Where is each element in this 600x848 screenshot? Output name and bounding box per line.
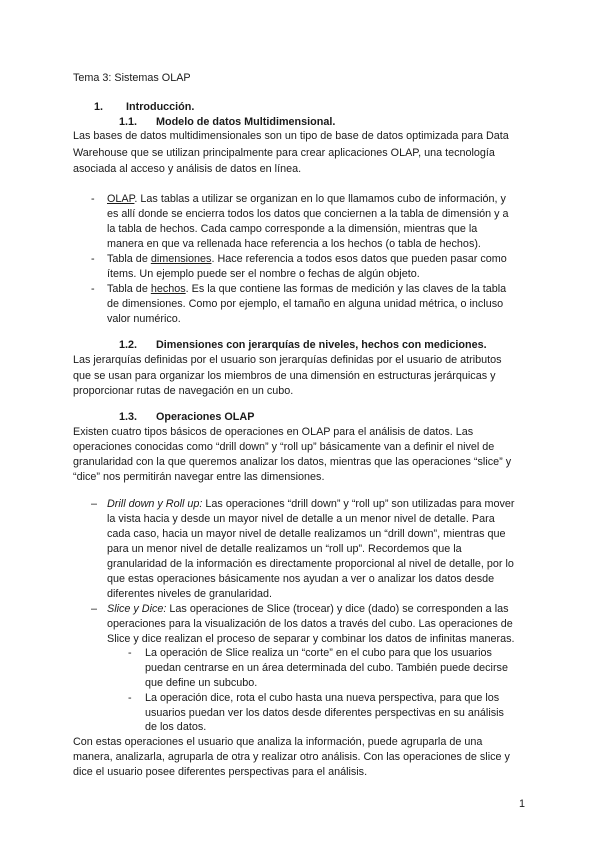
subbullet-line: La operación de Slice realiza un “corte” en el cubo para que los usuarios (145, 647, 492, 659)
bullet-text: Las operaciones “drill down” y “roll up” son utilizadas para mover (202, 498, 515, 510)
paragraph-line: proporcionar rutas de navegación en un cubo. (73, 385, 294, 397)
bullet-line: que estas operaciones básicamente nos ayudan a ver o analizar los datos desde (107, 573, 495, 585)
term-olap: OLAP (107, 193, 135, 205)
bullet-text: . Las tablas a utilizar se organizan en lo que llamamos cubo de información, y (134, 193, 506, 205)
paragraph-line: asociada al acceso y análisis de datos en línea. (73, 163, 302, 175)
term-hechos: hechos (150, 283, 186, 295)
bullet-line: Slice y dice realizan el proceso de separar y combinar los datos de infinitas maneras. (107, 633, 515, 645)
section-1-3-heading: Operaciones OLAP (156, 411, 255, 423)
paragraph-line: “dice” nos permitirán navegar entre las dimensiones. (73, 471, 325, 483)
section-1-3-number: 1.3. (119, 411, 138, 423)
bullet-line: manera en que va rellenada hace referencia a los hechos (o tabla de hechos). (107, 238, 481, 250)
bullet-dash: - (91, 253, 95, 265)
page-number: 1 (519, 798, 526, 810)
bullet-line: para un menor nivel de detalle realizamos un “roll up”. Recordemos que la (107, 543, 462, 555)
bullet-line: la vista hacia y desde un mayor nivel de detalle a un menor nivel de detalle. Para (107, 513, 495, 525)
paragraph-line: granularidad con la que queremos analizar los datos, mientras que las operaciones “slice” y (73, 456, 512, 468)
bullet-dash: - (91, 283, 95, 295)
bullet-prefix: Tabla de (107, 283, 151, 295)
term-drill-down: Drill down y Roll up: (107, 498, 203, 510)
term-slice-dice: Slice y Dice: (107, 603, 167, 615)
bullet-line: diferentes niveles de granularidad. (107, 588, 273, 600)
bullet-line: ítems. Un ejemplo puede ser el nombre o fechas de algún objeto. (107, 268, 420, 280)
section-1-1-number: 1.1. (119, 116, 138, 128)
bullet-text: Las operaciones de Slice (trocear) y dice (dado) se corresponden a las (166, 603, 509, 615)
section-1-2-heading: Dimensiones con jerarquías de niveles, hechos con mediciones. (156, 339, 487, 351)
bullet-line: valor numérico. (107, 313, 181, 325)
bullet-prefix: Tabla de (107, 253, 151, 265)
section-1-number: 1. (94, 101, 104, 113)
document-title: Tema 3: Sistemas OLAP (73, 72, 191, 84)
bullet-line: operaciones para la visualización de los datos a través del cubo. Las operaciones de (107, 618, 513, 630)
subbullet-line: de los datos. (145, 721, 207, 733)
paragraph-line: operaciones conocidas como “drill down” y “roll up” básicamente van a definir el nivel de (73, 441, 495, 453)
section-1-heading: Introducción. (126, 101, 195, 113)
paragraph-line: Con estas operaciones el usuario que analiza la información, puede agruparla de una (73, 736, 483, 748)
term-dimensiones: dimensiones (150, 253, 212, 265)
bullet-line: granularidad de la información es directamente proporcional al nivel de detalle, por lo (107, 558, 514, 570)
subbullet-line: que define un subcubo. (145, 677, 258, 689)
subbullet-line: puedan centrarse en un área determinada del cubo. También puede decirse (145, 662, 508, 674)
section-1-1-heading: Modelo de datos Multidimensional. (156, 116, 336, 128)
bullet-line: es allí donde se encierra todos los datos que conciernen a la tabla de dimensión y a (107, 208, 509, 220)
bullet-line: la tabla de hechos. Cada campo corresponde a la dimensión, mientras que la (107, 223, 478, 235)
paragraph-line: Existen cuatro tipos básicos de operaciones en OLAP para el análisis de datos. Las (73, 426, 474, 438)
paragraph-line: que se usan para organizar los miembros de una dimensión en estructuras jerárquicas y (73, 370, 496, 382)
bullet-text: . Hace referencia a todos esos datos que pueden pasar como (211, 253, 507, 265)
bullet-dash: - (91, 193, 95, 205)
bullet-line: cada caso, hacia un mayor nivel de detalle realizamos un “drill down”, mientras que (107, 528, 506, 540)
subbullet-dash: - (128, 692, 132, 704)
bullet-dash: – (91, 498, 98, 510)
section-1-2-number: 1.2. (119, 339, 138, 351)
paragraph-line: Las jerarquías definidas por el usuario son jerarquías definidas por el usuario de atributos (73, 354, 502, 366)
paragraph-line: Las bases de datos multidimensionales son un tipo de base de datos optimizada para Data (73, 130, 509, 142)
subbullet-dash: - (128, 647, 132, 659)
bullet-line: de dimensiones. Como por ejemplo, el tamaño en alguna unidad métrica, o incluso (107, 298, 504, 310)
paragraph-line: Warehouse que se utilizan principalmente para crear aplicaciones OLAP, una tecnología (73, 147, 495, 159)
bullet-dash: – (91, 603, 98, 615)
paragraph-line: manera, analizarla, agruparla de otra y realizar otro análisis. Con las operaciones de slice y (73, 751, 510, 763)
subbullet-line: La operación dice, rota el cubo hasta una nueva perspectiva, para que los (145, 692, 500, 704)
paragraph-line: dice el usuario posee diferentes perspectivas para el análisis. (73, 766, 368, 778)
bullet-text: . Es la que contiene las formas de medición y las claves de la tabla (185, 283, 507, 295)
subbullet-line: usuarios puedan ver los datos desde diferentes perspectivas en su análisis (145, 707, 504, 719)
